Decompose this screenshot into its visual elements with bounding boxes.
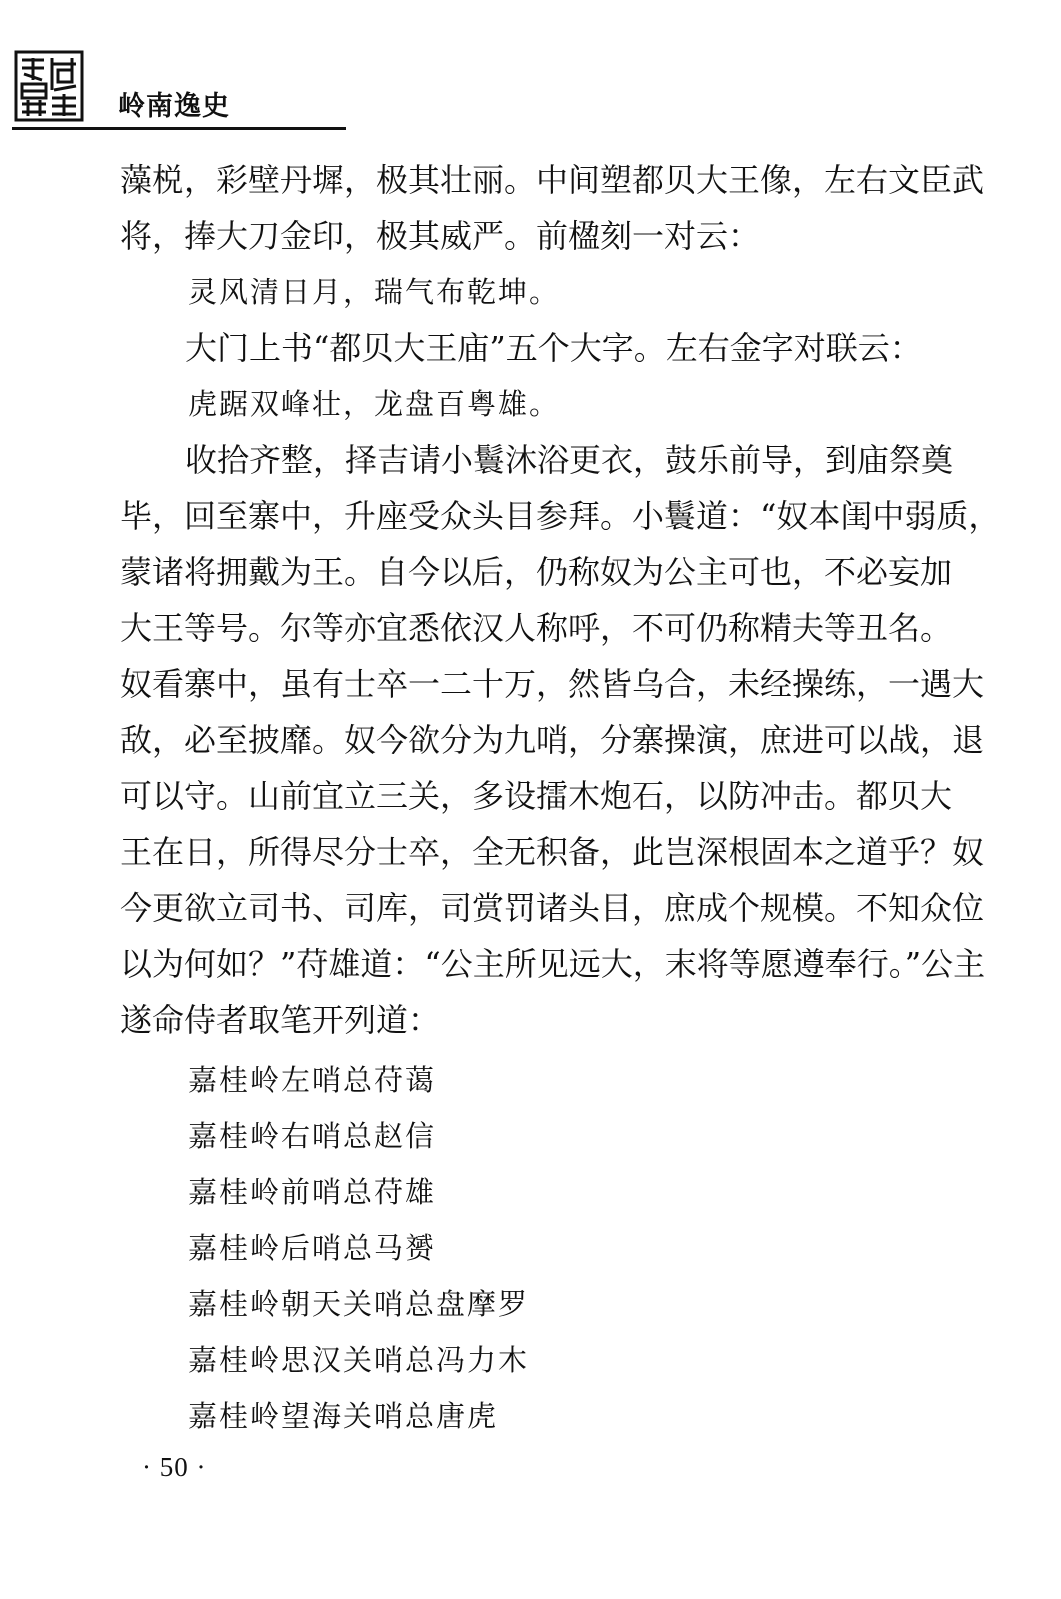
body-text bbox=[120, 152, 1001, 1048]
roster-item: 嘉桂岭望海关哨总唐虎 bbox=[188, 1399, 499, 1433]
roster-list bbox=[120, 1052, 529, 1444]
roster-item: 嘉桂岭后哨总马赟 bbox=[188, 1231, 437, 1265]
text-line: 收拾齐整，择吉请小鬟沐浴更衣，鼓乐前导，到庙祭奠 bbox=[185, 441, 954, 479]
text-line: 以为何如？”苻雄道：“公主所见远大，末将等愿遵奉行。”公主 bbox=[120, 945, 986, 983]
running-title: 岭南逸史 bbox=[118, 91, 230, 122]
roster-item: 嘉桂岭左哨总苻蔼 bbox=[188, 1063, 437, 1097]
text-line: 今更欲立司书、司库，司赏罚诸头目，庶成个规模。不知众位 bbox=[120, 889, 985, 927]
text-line: 可以守。山前宜立三关，多设擂木炮石，以防冲击。都贝大 bbox=[120, 777, 953, 815]
roster-item: 嘉桂岭朝天关哨总盘摩罗 bbox=[188, 1287, 530, 1321]
header-rule bbox=[12, 127, 346, 130]
page-number: · 50 · bbox=[142, 1452, 207, 1482]
text-line: 毕，回至寨中，升座受众头目参拜。小鬟道：“奴本闺中弱质， bbox=[120, 497, 1001, 535]
text-line: 大门上书“都贝大王庙”五个大字。左右金字对联云： bbox=[185, 329, 922, 367]
text-line: 大王等号。尔等亦宜悉依汉人称呼，不可仍称精夫等丑名。 bbox=[120, 609, 953, 647]
roster-item: 嘉桂岭右哨总赵信 bbox=[188, 1119, 437, 1153]
text-line: 蒙诸将拥戴为王。自今以后，仍称奴为公主可也，不必妄加 bbox=[120, 553, 953, 591]
text-line: 将，捧大刀金印，极其威严。前楹刻一对云： bbox=[120, 217, 761, 255]
roster-item: 嘉桂岭前哨总苻雄 bbox=[188, 1175, 437, 1209]
couplet-line: 虎踞双峰壮，龙盘百粤雄。 bbox=[188, 387, 561, 421]
seal-logo bbox=[14, 50, 84, 122]
couplet-line: 灵风清日月，瑞气布乾坤。 bbox=[188, 275, 561, 309]
text-line: 王在日，所得尽分士卒，全无积备，此岂深根固本之道乎？奴 bbox=[120, 833, 985, 871]
roster-item: 嘉桂岭思汉关哨总冯力木 bbox=[188, 1343, 530, 1377]
text-line: 奴看寨中，虽有士卒一二十万，然皆乌合，未经操练，一遇大 bbox=[120, 665, 985, 703]
text-line: 遂命侍者取笔开列道： bbox=[120, 1001, 441, 1039]
text-line: 敌，必至披靡。奴今欲分为九哨，分寨操演，庶进可以战，退 bbox=[120, 721, 985, 759]
text-line: 藻棁，彩壁丹墀，极其壮丽。中间塑都贝大王像，左右文臣武 bbox=[120, 161, 985, 199]
